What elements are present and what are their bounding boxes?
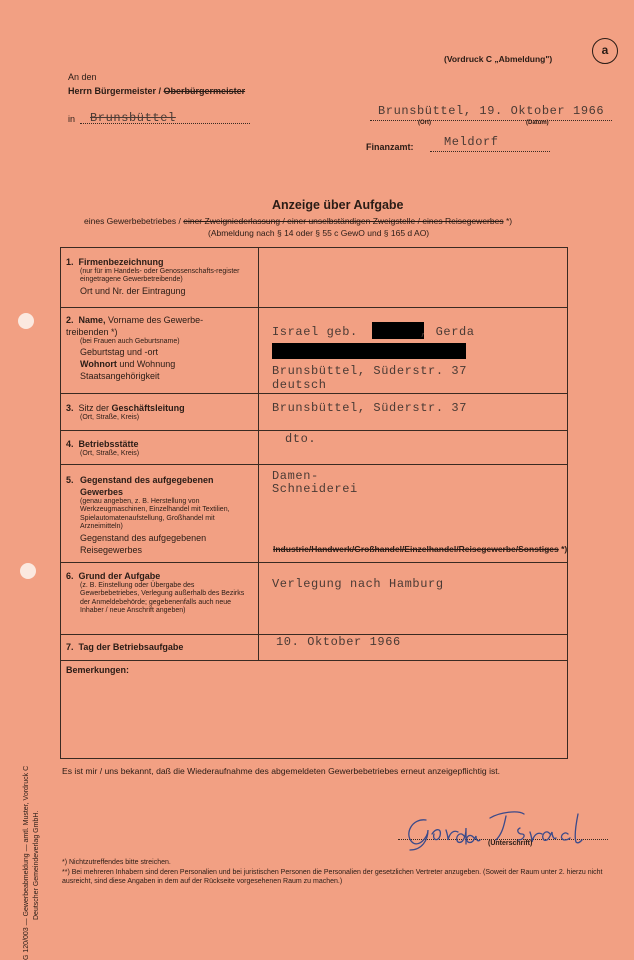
row-2-nationality-value: deutsch bbox=[272, 378, 327, 392]
row-5-note: (genau angeben, z. B. Herstellung von Werkzeugmaschinen, Einzelhandel mit Textilien, Spielautomatenaufstellung, Großhandel mit Arzneimitteln) bbox=[80, 498, 230, 531]
place-date-line bbox=[370, 119, 612, 121]
title-line-1 bbox=[84, 216, 512, 226]
row-7-value: 10. Oktober 1966 bbox=[276, 635, 401, 649]
row-7-title: Tag der Betriebsaufgabe bbox=[78, 642, 184, 652]
row-divider bbox=[60, 562, 568, 563]
finanzamt-line bbox=[430, 150, 550, 152]
column-divider bbox=[258, 247, 259, 660]
row-2-num: 2. bbox=[66, 315, 74, 325]
row-2-nationality: Staatsangehörigkeit bbox=[80, 371, 160, 382]
row-1-num: 1. bbox=[66, 257, 74, 267]
row-divider bbox=[60, 464, 568, 465]
row-7-label bbox=[66, 641, 254, 653]
in-value: Brunsbüttel bbox=[90, 111, 176, 125]
addressee-prefix: Herrn Bürgermeister / bbox=[68, 86, 164, 96]
finanzamt-label: Finanzamt: bbox=[366, 142, 414, 152]
addressee bbox=[68, 86, 245, 96]
redaction-bar bbox=[272, 343, 466, 359]
row-2-address-value: Brunsbüttel, Süderstr. 37 bbox=[272, 364, 468, 378]
addressee-struck: Oberbürgermeister bbox=[163, 86, 246, 96]
row-1-extra: Ort und Nr. der Eintragung bbox=[80, 285, 186, 296]
row-2-birth: Geburtstag und -ort bbox=[80, 347, 159, 358]
row-2-wohnort: Wohnort bbox=[80, 359, 117, 370]
row-6-title: Grund der Aufgabe bbox=[78, 571, 161, 581]
form-name: (Vordruck C „Abmeldung") bbox=[444, 54, 553, 64]
row-5-title: Gegenstand des aufgegebenen Gewerbes bbox=[80, 475, 214, 497]
side-text-1: Gewerbeabmeldung — amtl. Muster, Vordruck C bbox=[23, 765, 30, 917]
ort-label: (Ort) bbox=[418, 120, 431, 126]
row-4-note: (Ort, Straße, Kreis) bbox=[80, 450, 140, 457]
row-divider bbox=[60, 430, 568, 431]
row-4-num: 4. bbox=[66, 439, 74, 449]
title-plain: eines Gewerbebetriebes / bbox=[84, 216, 184, 226]
row-divider bbox=[60, 660, 568, 661]
row-1-title: Firmenbezeichnung bbox=[78, 257, 164, 267]
row-5-label bbox=[66, 474, 252, 556]
row-3-note: (Ort, Straße, Kreis) bbox=[80, 414, 140, 421]
row-2-wohnung: und Wohnung bbox=[116, 359, 176, 370]
row-3-title: Geschäftsleitung bbox=[111, 403, 185, 413]
title-suffix: *) bbox=[503, 216, 513, 226]
row-3-num: 3. bbox=[66, 403, 74, 413]
punch-hole bbox=[20, 563, 36, 579]
place-date: Brunsbüttel, 19. Oktober 1966 bbox=[378, 104, 605, 118]
row-2-title-rest: Vorname des Gewerbe-treibenden *) bbox=[66, 315, 204, 337]
row-6-note: (z. B. Einstellung oder Übergabe des Gewerbebetriebes, Verlegung außerhalb des Bezirks der Anmeldebehörde; gegebenenfalls auch neue Inhaber / neue Anschrift angeben) bbox=[80, 582, 245, 615]
row-4-title: Betriebsstätte bbox=[78, 439, 139, 449]
footnote-2: **) Bei mehreren Inhabern sind deren Personalien und bei juristischen Personen die Personalien der gesetzlichen Vertreter anzugeben. (Soweit der Raum unter 2. hierzu nicht ausreicht, sind diese Angaben in dem auf der Rückseite vorgesehenen Raum zu machen.) bbox=[62, 869, 603, 885]
row-4-label bbox=[66, 438, 254, 458]
row-5-categories-suffix: *) bbox=[558, 544, 568, 554]
row-2-title: Name, bbox=[78, 315, 106, 325]
row-4-value: dto. bbox=[285, 432, 317, 446]
row-divider bbox=[60, 307, 568, 308]
row-3-label bbox=[66, 402, 254, 422]
title-line-2: (Abmeldung nach § 14 oder § 55 c GewO und § 165 d AO) bbox=[208, 228, 430, 238]
side-publisher-text bbox=[22, 600, 42, 960]
row-5-categories bbox=[273, 544, 567, 554]
redaction-bar bbox=[372, 322, 424, 339]
row-2-label bbox=[66, 314, 226, 382]
row-divider bbox=[60, 393, 568, 394]
finanzamt-value: Meldorf bbox=[444, 135, 499, 149]
an-den-label: An den bbox=[68, 72, 97, 82]
row-3-value: Brunsbüttel, Süderstr. 37 bbox=[272, 401, 468, 415]
side-text-2: Deutscher Gemeindeverlag GmbH. bbox=[33, 810, 40, 920]
punch-hole bbox=[18, 313, 34, 329]
circle-letter: a bbox=[592, 38, 618, 64]
footnote-1: *) Nichtzutreffendes bitte streichen. bbox=[62, 859, 171, 866]
side-code: G 120/003 — bbox=[23, 918, 30, 960]
row-6-value: Verlegung nach Hamburg bbox=[272, 577, 444, 591]
row-5-categories-struck: Industrie/Handwerk/Großhandel/Einzelhandel/Reisegewerbe/Sonstiges bbox=[273, 544, 559, 554]
form-title: Anzeige über Aufgabe bbox=[272, 198, 404, 212]
row-2-note: (bei Frauen auch Geburtsname) bbox=[80, 338, 180, 345]
row-7-num: 7. bbox=[66, 642, 74, 652]
row-5-value: Damen- Schneiderei bbox=[272, 469, 358, 496]
row-5-num: 5. bbox=[66, 475, 74, 485]
row-1-note: (nur für im Handels- oder Genossenschafts-register eingetragene Gewerbetreibende) bbox=[80, 268, 240, 284]
row-3-title-pre: Sitz der bbox=[78, 403, 112, 413]
row-2-name-value-b: , Gerda bbox=[420, 325, 475, 339]
row-6-num: 6. bbox=[66, 571, 74, 581]
notice-text: Es ist mir / uns bekannt, daß die Wiederaufnahme des abgemeldeten Gewerbebetriebes erneut anzeigepflichtig ist. bbox=[62, 766, 501, 776]
datum-label: (Datum) bbox=[526, 120, 549, 126]
row-2-name-value-a: Israel geb. bbox=[272, 325, 358, 339]
row-1-label bbox=[66, 256, 254, 297]
title-struck: einer Zweigniederlassung / einer unselbständigen Zweigstelle / eines Reisegewerbes bbox=[183, 216, 504, 226]
remarks-label: Bemerkungen: bbox=[66, 665, 130, 675]
in-label: in bbox=[68, 114, 76, 124]
row-5-extra: Gegenstand des aufgegebenen Reisegewerbes bbox=[80, 532, 207, 555]
row-6-label bbox=[66, 570, 252, 616]
signature-label: (Unterschrift) bbox=[488, 840, 533, 847]
